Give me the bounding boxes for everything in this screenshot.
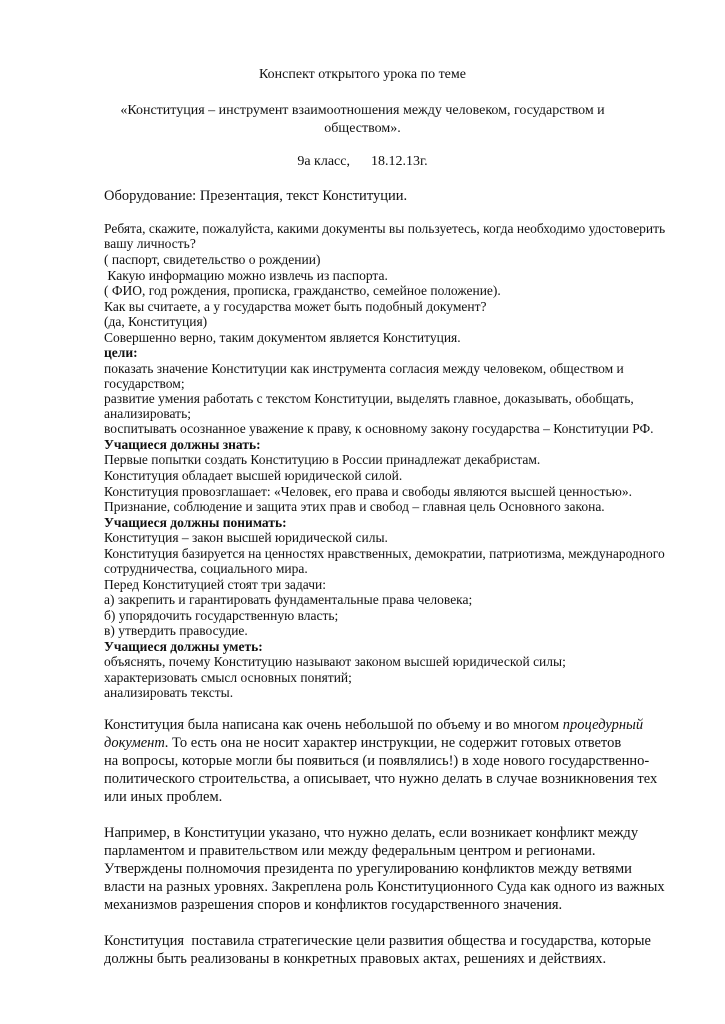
know-item-3: Конституция провозглашает: «Человек, его права и свободы являются высшей ценностью». [104, 484, 632, 499]
paragraph-2-line-4: власти на разных уровнях. Закреплена роль Конституционного Суда как одного из важных [104, 879, 665, 895]
goal-1-line-1: показать значение Конституции как инструмента согласия между человеком, обществом и [104, 361, 624, 376]
know-heading: Учащиеся должны знать: [104, 437, 261, 452]
document-title: Конспект открытого урока по теме [259, 67, 466, 82]
know-item-2: Конституция обладает высшей юридической силой. [104, 468, 403, 483]
paragraph-3-line-1: Конституция поставила стратегические цели развития общества и государства, которые [104, 933, 651, 949]
paragraph-1-line-2-text: . То есть она не носит характер инструкции, не содержит готовых ответов [164, 735, 622, 751]
paragraph-1-line-5: или иных проблем. [104, 789, 223, 805]
question-3: Как вы считаете, а у государства может быть подобный документ? [104, 299, 487, 314]
understand-item-2-line-1: Конституция базируется на ценностях нравственных, демократии, патриотизма, международного [104, 546, 665, 561]
able-item-3: анализировать тексты. [104, 685, 234, 700]
paragraph-1-line-1 [104, 717, 684, 734]
equipment-line: Оборудование: Презентация, текст Конституции. [104, 188, 408, 204]
paragraph-1-line-3: на вопросы, которые могли бы появиться (и появлялись!) в ходе нового государственно- [104, 753, 650, 769]
goal-2-line-2: анализировать; [104, 406, 191, 421]
know-item-1: Первые попытки создать Конституцию в России принадлежат декабристам. [104, 452, 541, 467]
goal-3: воспитывать осознанное уважение к праву, к основному закону государства – Конституции РФ. [104, 421, 654, 436]
paragraph-1-line-2 [104, 735, 684, 752]
paragraph-1-emphasis-1: процедурный [562, 717, 644, 733]
paragraph-3-line-2: должны быть реализованы в конкретных правовых актах, решениях и действиях. [104, 951, 607, 967]
topic-line-1: «Конституция – инструмент взаимоотношения между человеком, государством и [120, 103, 605, 118]
understand-task-c: в) утвердить правосудие. [104, 623, 248, 638]
able-heading: Учащиеся должны уметь: [104, 639, 263, 654]
comment-1: Совершенно верно, таким документом является Конституция. [104, 330, 461, 345]
understand-task-a: а) закрепить и гарантировать фундаментальные права человека; [104, 592, 473, 607]
question-2: Какую информацию можно извлечь из паспорта. [104, 268, 388, 283]
goals-heading: цели: [104, 345, 138, 360]
understand-item-2-line-2: сотрудничества, социального мира. [104, 561, 308, 576]
understand-heading: Учащиеся должны понимать: [104, 515, 287, 530]
topic-line-2: обществом». [324, 121, 401, 136]
answer-2: ( ФИО, год рождения, прописка, гражданство, семейное положение). [104, 283, 501, 298]
answer-3: (да, Конституция) [104, 314, 208, 329]
paragraph-1-line-1-text: Конституция была написана как очень небольшой по объему и во многом [104, 717, 563, 733]
paragraph-1-line-4: политического строительства, а описывает, что нужно делать в случае возникновения тех [104, 771, 658, 787]
answer-1: ( паспорт, свидетельство о рождении) [104, 252, 321, 267]
understand-task-b: б) упорядочить государственную власть; [104, 608, 339, 623]
understand-item-1: Конституция – закон высшей юридической силы. [104, 530, 388, 545]
class-date: 9а класс, 18.12.13г. [297, 154, 428, 169]
question-1-line-1: Ребята, скажите, пожалуйста, какими документы вы пользуетесь, когда необходимо удостоверить [104, 221, 666, 236]
question-1-line-2: вашу личность? [104, 236, 196, 251]
paragraph-2-line-3: Утверждены полномочия президента по урегулированию конфликтов между ветвями [104, 861, 632, 877]
goal-1-line-2: государством; [104, 376, 185, 391]
know-item-4: Признание, соблюдение и защита этих прав и свобод – главная цель Основного закона. [104, 499, 605, 514]
able-item-2: характеризовать смысл основных понятий; [104, 670, 352, 685]
able-item-1: объяснять, почему Конституцию называют законом высшей юридической силы; [104, 654, 566, 669]
paragraph-2-line-2: парламентом и правительством или между федеральным центром и регионами. [104, 843, 596, 859]
paragraph-2-line-5: механизмов разрешения споров и конфликтов государственного значения. [104, 897, 563, 913]
paragraph-2-line-1: Например, в Конституции указано, что нужно делать, если возникает конфликт между [104, 825, 639, 841]
understand-item-3: Перед Конституцией стоят три задачи: [104, 577, 326, 592]
paragraph-1-emphasis-2: документ [104, 735, 165, 751]
goal-2-line-1: развитие умения работать с текстом Конституции, выделять главное, доказывать, обобщать, [104, 391, 634, 406]
